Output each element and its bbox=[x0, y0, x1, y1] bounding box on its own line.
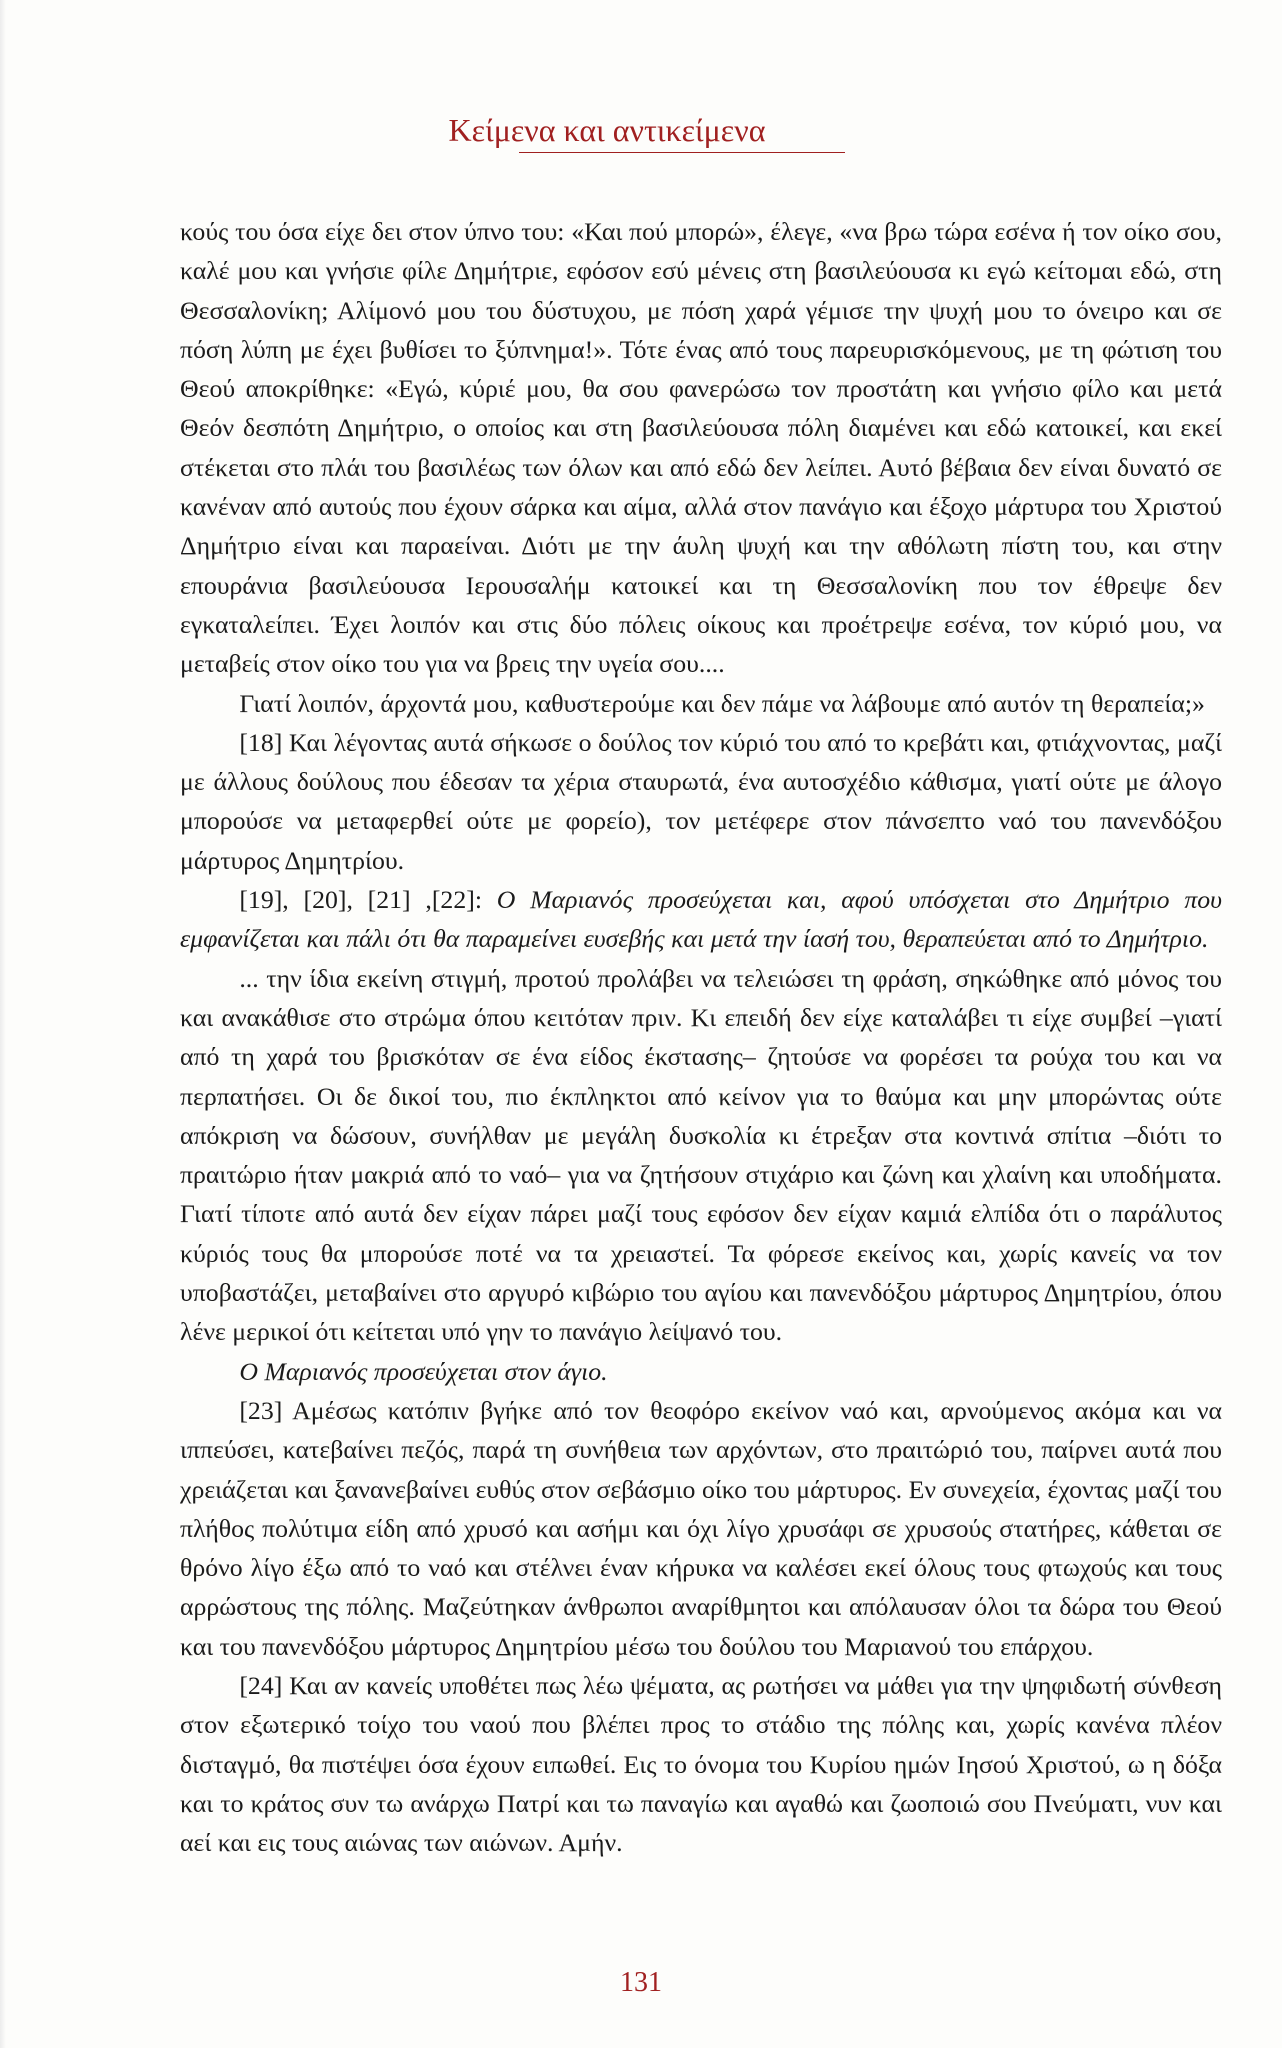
paragraph bbox=[180, 212, 1222, 684]
summary-italic: Ο Μαριανός προσεύχεται στον άγιο. bbox=[239, 1356, 608, 1386]
paragraph-text: Γιατί λοιπόν, άρχοντά μου, καθυστερούμε και δεν πάμε να λάβουμε από αυτόν τη θεραπεία;» bbox=[239, 688, 1205, 718]
paragraph bbox=[180, 959, 1222, 1352]
paragraph-text: ... την ίδια εκείνη στιγμή, προτού προλάβει να τελειώσει τη φράση, σηκώθηκε από μόνος του και ανακάθισε στο στρώμα όπου κειτόταν πριν. Κι επειδή δεν είχε καταλάβει τι είχε συμβεί –γιατί από τη χαρά του βρισκόταν σε ένα είδος έκστασης– ζητούσε να φορέσει τα ρούχα του και να περπατήσει. Οι δε δικοί του, πιο έκπληκτοι από κείνον για το θαύμα και μην μπορώντας ούτε απόκριση να δώσουν, συνήλθαν με μεγάλη δυσκολία κι έτρεξαν στα κοντινά σπίτια –διότι το πραιτώριο ήταν μακριά από το ναό– για να ζητήσουν στιχάριο και ζώνη και χλαίνη και υποδήματα. Γιατί τίποτε από αυτά δεν είχαν πάρει μαζί τους εφόσον δεν είχαν καμιά ελπίδα ότι ο παράλυτος κύριός τους θα μπορούσε ποτέ να τα χρειαστεί. Τα φόρεσε εκείνος και, χωρίς κανείς να τον υποβαστάζει, μεταβαίνει στο αργυρό κιβώριο του αγίου και πανενδόξου μάρτυρος Δημητρίου, όπου λένε μερικοί ότι κείτεται υπό γην το πανάγιο λείψανό του. bbox=[180, 963, 1222, 1347]
header-underline bbox=[519, 152, 845, 153]
paragraph-text: [23] Αμέσως κατόπιν βγήκε από τον θεοφόρο εκείνον ναό και, αρνούμενος ακόμα και να ιππεύσει, κατεβαίνει πεζός, παρά τη συνήθεια των αρχόντων, στο πραιτώριό του, παίρνει αυτά που χρειάζεται και ξανανεβαίνει ευθύς στον σεβάσμιο οίκο του μάρτυρος. Εν συνεχεία, έχοντας μαζί του πλήθος πολύτιμα είδη από χρυσό και ασήμι και όχι λίγο χρυσάφι σε χρυσούς στατήρες, κάθεται σε θρόνο λίγο έξω από το ναό και στέλνει έναν κήρυκα να καλέσει εκεί όλους τους φτωχούς και τους αρρώστους της πόλης. Μαζεύτηκαν άνθρωποι αναρίθμητοι και απόλαυσαν όλοι τα δώρα του Θεού και του πανενδόξου μάρτυρος Δημητρίου μέσω του δούλου του Μαριανού του επάρχου. bbox=[180, 1395, 1222, 1661]
paragraph bbox=[180, 880, 1222, 959]
paragraph bbox=[180, 1391, 1222, 1666]
section-refs: [19], [20], [21] ,[22]: bbox=[239, 885, 497, 915]
body-text bbox=[180, 212, 1222, 1862]
paragraph-text: [18] Και λέγοντας αυτά σήκωσε ο δούλος τον κύριό του από το κρεβάτι και, φτιάχνοντας, μαζί με άλλους δούλους που έδεσαν τα χέρια σταυρωτά, ένα αυτοσχέδιο κάθισμα, γιατί ούτε με άλογο μπορούσε να μεταφερθεί ούτε με φορείο), τον μετέφερε στον πάνσεπτο ναό του πανενδόξου μάρτυρος Δημητρίου. bbox=[180, 727, 1222, 875]
summary-italic: Ο Μαριανός προσεύχεται και, αφού υπόσχεται στο Δημήτριο που εμφανίζεται και πάλι ότι θα παραμείνει ευσεβής και μετά την ίασή του, θεραπεύεται από το Δημήτριο. bbox=[180, 885, 1222, 954]
paragraph bbox=[180, 684, 1222, 723]
page-edge-shadow bbox=[0, 0, 6, 2048]
paragraph bbox=[180, 723, 1222, 880]
paragraph bbox=[180, 1666, 1222, 1862]
running-header: Κείμενα και αντικείμενα bbox=[448, 112, 766, 148]
page-number: 131 bbox=[620, 1967, 662, 1998]
paragraph bbox=[180, 1352, 1222, 1391]
paragraph-text: [24] Και αν κανείς υποθέτει πως λέω ψέματα, ας ρωτήσει να μάθει για την ψηφιδωτή σύνθεση στον εξωτερικό τοίχο του ναού που βλέπει προς το στάδιο της πόλης και, χωρίς κανένα πλέον δισταγμό, θα πιστέψει όσα έχουν ειπωθεί. Εις το όνομα του Κυρίου ημών Ιησού Χριστού, ω η δόξα και το κράτος συν τω ανάρχω Πατρί και τω παναγίω και αγαθώ και ζωοποιώ σου Πνεύματι, νυν και αεί και εις τους αιώνας των αιώνων. Αμήν. bbox=[180, 1670, 1222, 1858]
paragraph-text: κούς του όσα είχε δει στον ύπνο του: «Και πού μπορώ», έλεγε, «να βρω τώρα εσένα ή τον οίκο σου, καλέ μου και γνήσιε φίλε Δημήτριε, εφόσον εσύ μένεις στη βασιλεύουσα κι εγώ κείτομαι εδώ, στη Θεσσαλονίκη; Αλίμονό μου του δύστυχου, με πόση χαρά γέμισε την ψυχή μου το όνειρο και σε πόση λύπη με έχει βυθίσει το ξύπνημα!». Τότε ένας από τους παρευρισκόμενους, με τη φώτιση του Θεού αποκρίθηκε: «Εγώ, κύριέ μου, θα σου φανερώσω τον προστάτη και γνήσιο φίλο και μετά Θεόν δεσπότη Δημήτριο, ο οποίος και στη βασιλεύουσα πόλη διαμένει και εδώ κατοικεί, και εκεί στέκεται στο πλάι του βασιλέως των όλων και από εδώ δεν λείπει. Αυτό βέβαια δεν είναι δυνατό σε κανέναν από αυτούς που έχουν σάρκα και αίμα, αλλά στον πανάγιο και έξοχο μάρτυρα του Χριστού Δημήτριο είναι και παραείναι. Διότι με την άυλη ψυχή και την αθόλωτη πίστη του, και στην επουράνια βασιλεύουσα Ιερουσαλήμ κατοικεί και τη Θεσσαλονίκη που τον έθρεψε δεν εγκαταλείπει. Έχει λοιπόν και στις δύο πόλεις οίκους και προέτρεψε εσένα, τον κύριό μου, να μεταβείς στον οίκο του για να βρεις την υγεία σου.... bbox=[180, 217, 1222, 679]
